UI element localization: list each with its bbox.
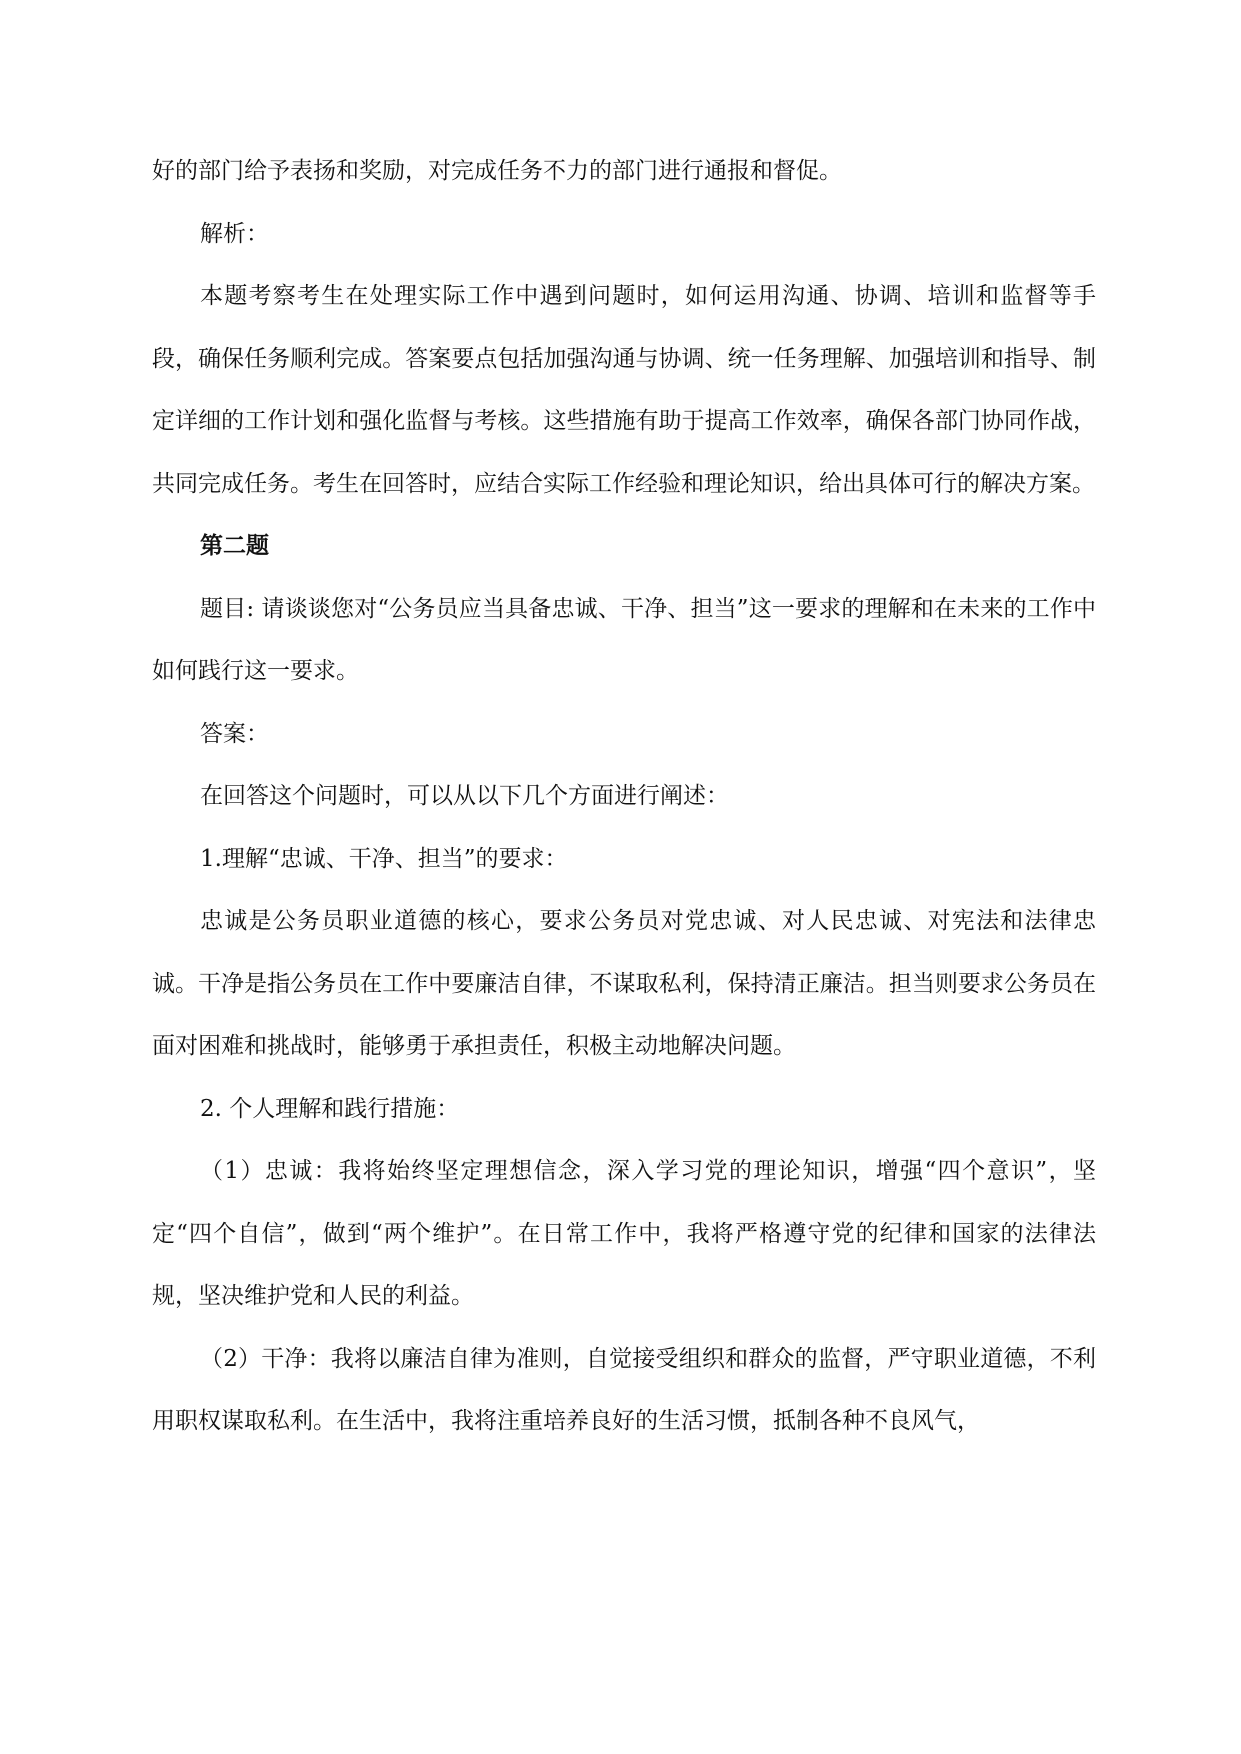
section-heading-question-two: 第二题 bbox=[200, 533, 269, 559]
paragraph-continuation: 好的部门给予表扬和奖励，对完成任务不力的部门进行通报和督促。 bbox=[152, 158, 842, 184]
paragraph-question: 题目: 请谈谈您对“公务员应当具备忠诚、干净、担当”这一要求的理解和在未来的工作中如何践行这一要求。 bbox=[152, 595, 1096, 684]
paragraph-answer-intro: 在回答这个问题时，可以从以下几个方面进行阐述： bbox=[200, 783, 729, 809]
paragraph-point-one-title: 1.理解“忠诚、干净、担当”的要求： bbox=[200, 845, 568, 872]
paragraph-answer-label: 答案： bbox=[200, 720, 269, 747]
paragraph-point-two-title: 2. 个人理解和践行措施： bbox=[200, 1095, 460, 1122]
paragraph-loyalty: （1）忠诚：我将始终坚定理想信念，深入学习党的理论知识，增强“四个意识”，坚定“四个自信”，做到“两个维护”。在日常工作中，我将严格遵守党的纪律和国家的法律法规，坚决维护党和人民的利益。 bbox=[152, 1158, 1096, 1309]
paragraph-analysis-body: 本题考察考生在处理实际工作中遇到问题时，如何运用沟通、协调、培训和监督等手段，确保任务顺利完成。答案要点包括加强沟通与协调、统一任务理解、加强培训和指导、制定详细的工作计划和强化监督与考核。这些措施有助于提高工作效率，确保各部门协同作战，共同完成任务。考生在回答时，应结合实际工作经验和理论知识，给出具体可行的解决方案。 bbox=[152, 283, 1096, 497]
document-body bbox=[152, 140, 1096, 1453]
paragraph-point-one-body: 忠诚是公务员职业道德的核心，要求公务员对党忠诚、对人民忠诚、对宪法和法律忠诚。干净是指公务员在工作中要廉洁自律，不谋取私利，保持清正廉洁。担当则要求公务员在面对困难和挑战时，能够勇于承担责任，积极主动地解决问题。 bbox=[152, 908, 1096, 1059]
paragraph-integrity: （2）干净：我将以廉洁自律为准则，自觉接受组织和群众的监督，严守职业道德，不利用职权谋取私利。在生活中，我将注重培养良好的生活习惯，抵制各种不良风气， bbox=[152, 1345, 1096, 1434]
paragraph-analysis-label: 解析： bbox=[200, 220, 269, 247]
